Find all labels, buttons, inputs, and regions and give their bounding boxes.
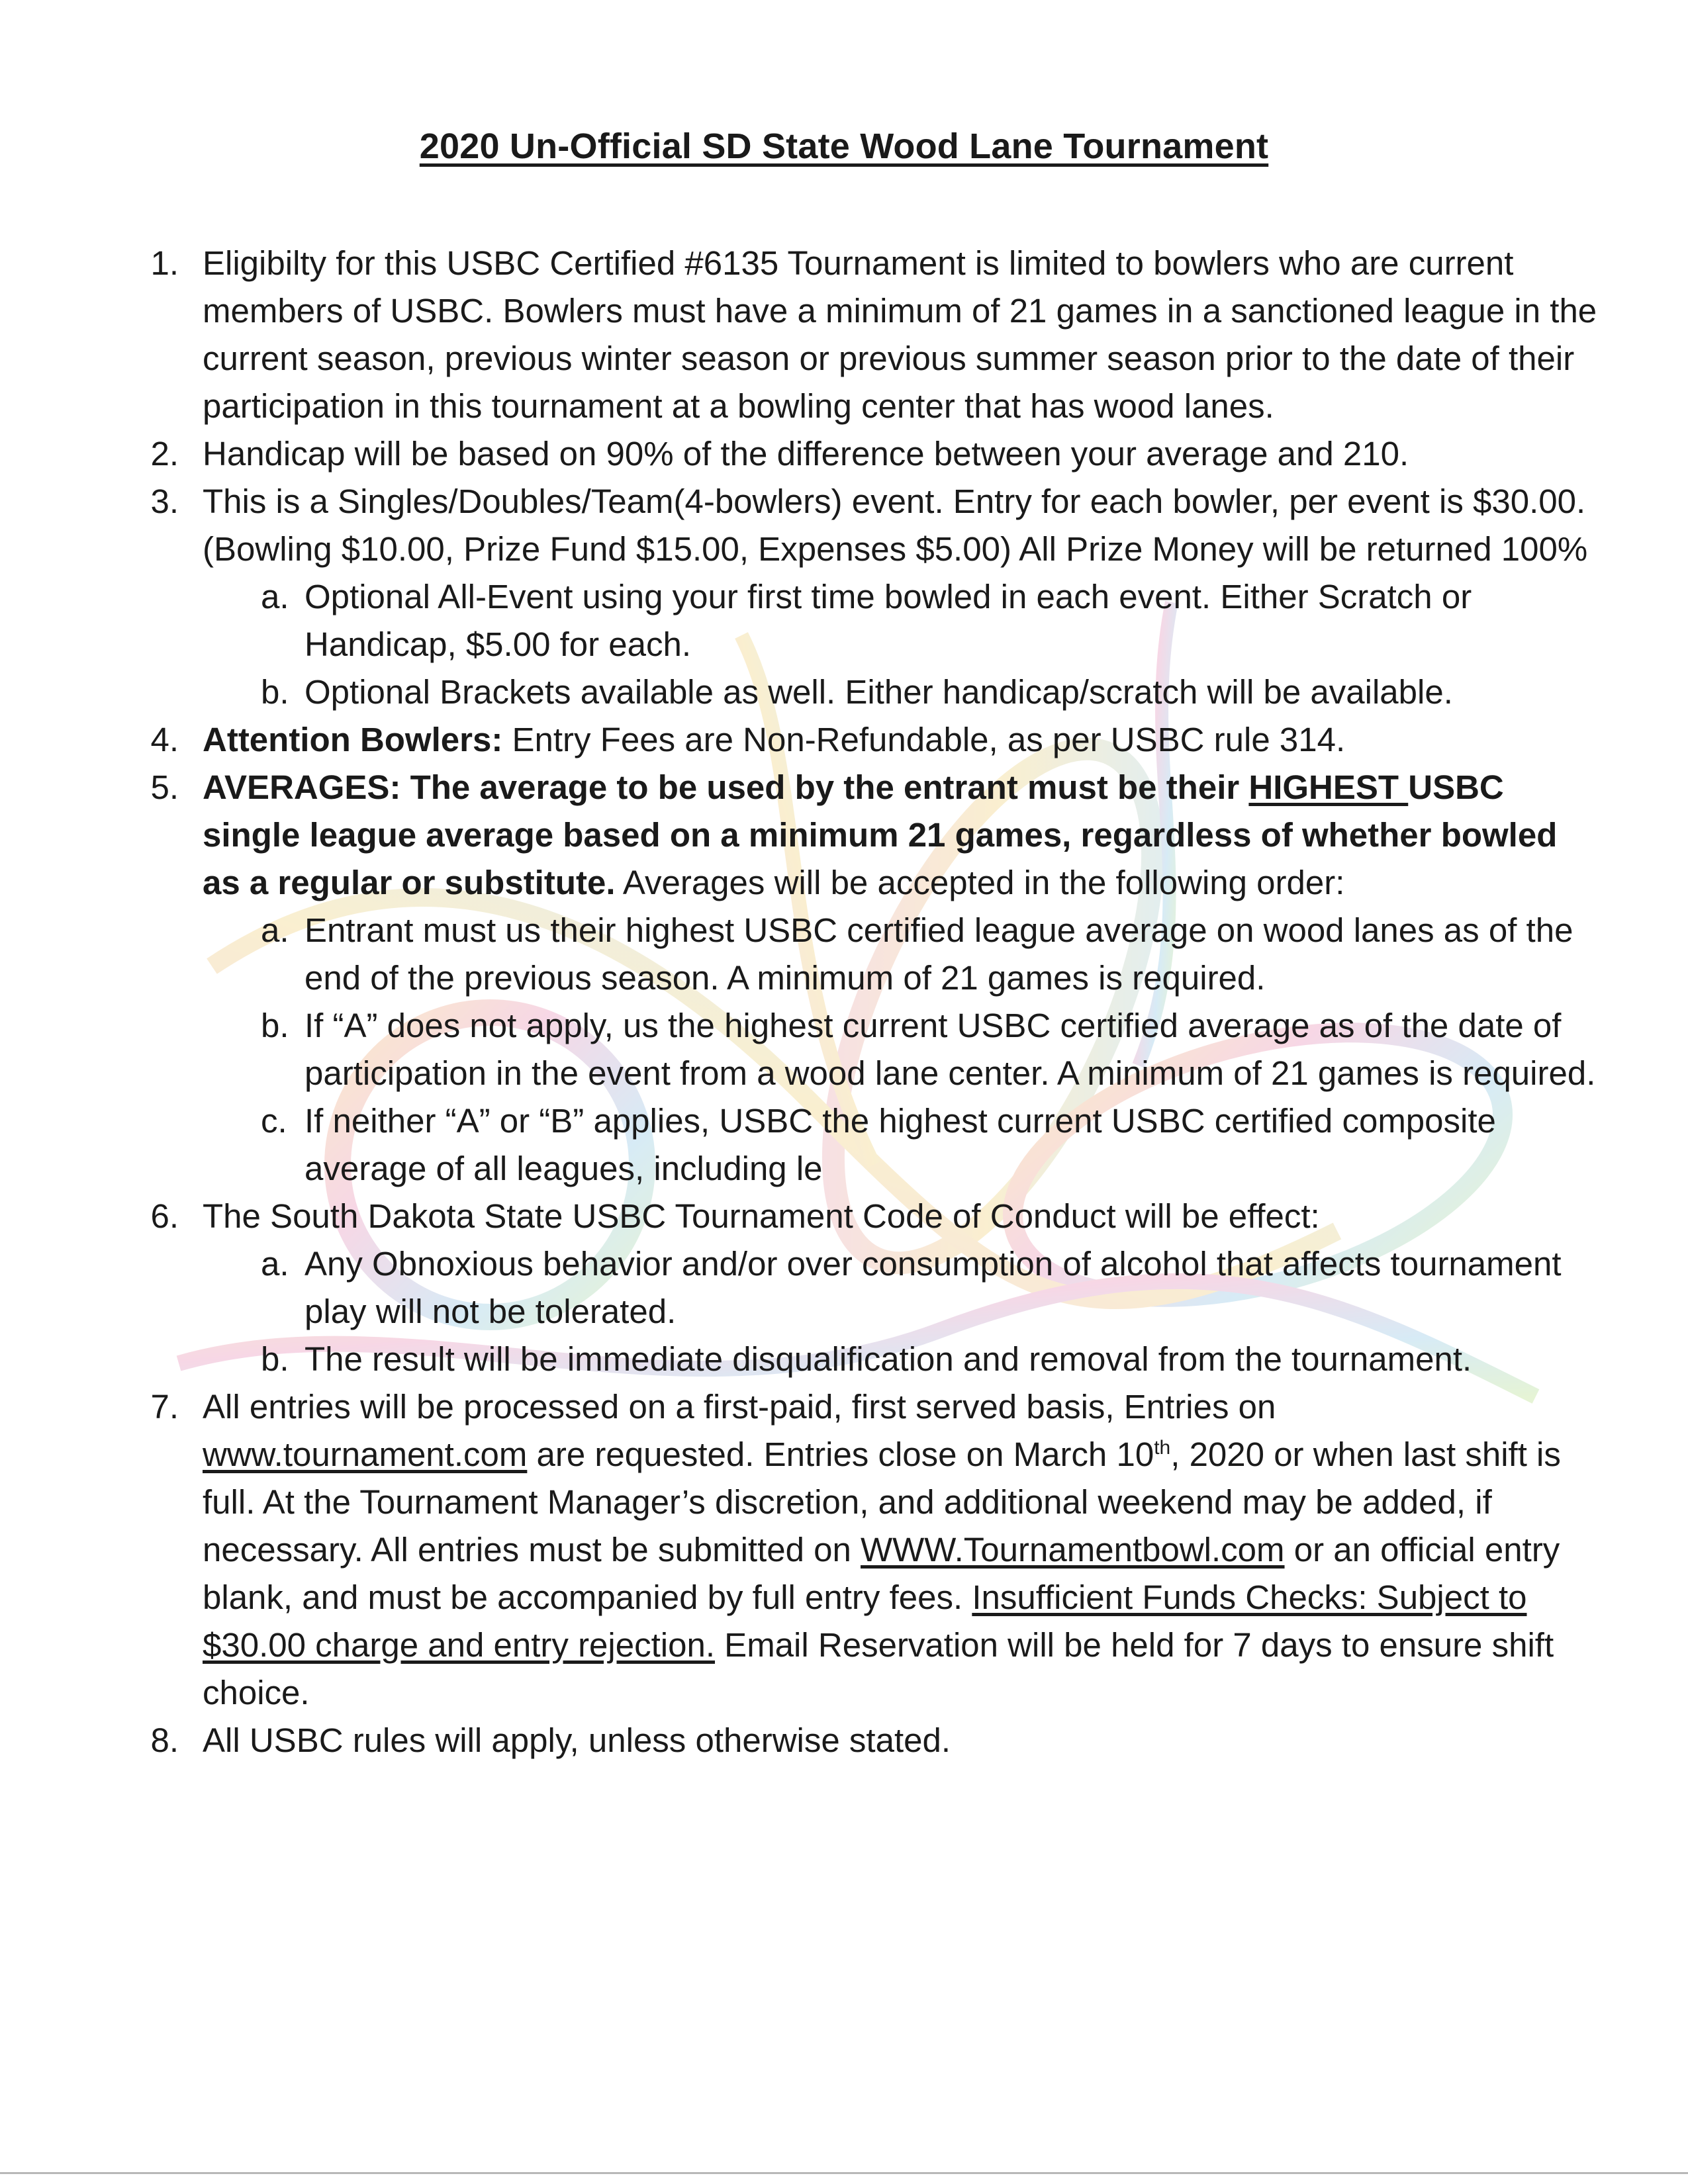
rule-item-3 [203, 478, 1602, 716]
rule-text: All entries will be processed on a first-paid, first served basis, Entries on [203, 1388, 1276, 1426]
rule-text: Entry Fees are Non-Refundable, as per USBC rule 314. [502, 721, 1346, 758]
rule-item-5 [203, 764, 1602, 1193]
rule-text: Averages will be accepted in the following order: [615, 864, 1345, 901]
rules-list [139, 240, 1602, 1764]
page-title: 2020 Un-Official SD State Wood Lane Tournament [419, 126, 1269, 166]
sub-item: The result will be immediate disqualification and removal from the tournament. [305, 1340, 1472, 1378]
scan-edge-line [0, 2172, 1688, 2174]
rule-text: Handicap will be based on 90% of the difference between your average and 210. [203, 435, 1409, 473]
rule-item-6 [203, 1193, 1602, 1383]
sub-item: Entrant must us their highest USBC certified league average on wood lanes as of the end of the previous season. A minimum of 21 games is required. [305, 911, 1573, 997]
sub-item: If “A” does not apply, us the highest current USBC certified average as of the date of participation in the event from a wood lane center. A minimum of 21 games is required. [305, 1007, 1596, 1092]
rule-text: are requested. Entries close on March 10 [527, 1435, 1154, 1473]
rule-text: Email Reservation will be held for 7 days to ensure shift choice. [203, 1626, 1554, 1711]
rule-text: This is a Singles/Doubles/Team(4-bowlers) event. Entry for each bowler, per event is $30.00. (Bowling $10.00, Prize Fund $15.00, Expenses $5.00) All Prize Money will be returned 100% [203, 482, 1588, 568]
sub-item: Optional Brackets available as well. Either handicap/scratch will be available. [305, 673, 1453, 711]
sub-item: If neither “A” or “B” applies, USBC the highest current USBC certified composite average of all leagues, including le [305, 1102, 1496, 1187]
sub-item: Optional All-Event using your first time bowled in each event. Either Scratch or Handicap, $5.00 for each. [305, 578, 1472, 663]
bold-text: USBC single league average based on a minimum 21 games, regardless of whether bowled as a regular or substitute. [203, 768, 1558, 901]
sub-item: Any Obnoxious behavior and/or over consumption of alcohol that affects tournament play will not be tolerated. [305, 1245, 1562, 1330]
rule-text: The South Dakota State USBC Tournament Code of Conduct will be effect: [203, 1197, 1320, 1235]
rule-item-2 [203, 430, 1602, 478]
tournament-link[interactable]: www.tournament.com [203, 1435, 528, 1473]
rule-item-8 [203, 1717, 1602, 1764]
rule-item-1 [203, 240, 1602, 430]
rule-item-7 [203, 1383, 1602, 1717]
rule-item-4 [203, 716, 1602, 764]
underlined-text: Insufficient Funds Checks: Subject to $30.00 charge and entry rejection. [203, 1578, 1527, 1664]
rule-text: or an official entry blank, and must be accompanied by full entry fees. [203, 1531, 1560, 1616]
bold-text: AVERAGES: The average to be used by the entrant must be their [203, 768, 1249, 806]
tournamentbowl-link[interactable]: WWW.Tournamentbowl.com [861, 1531, 1285, 1569]
bold-underlined-text: HIGHEST [1248, 768, 1409, 806]
superscript: th [1154, 1437, 1171, 1459]
rule-text: Eligibilty for this USBC Certified #6135 Tournament is limited to bowlers who are current members of USBC. Bowlers must have a minimum of 21 games in a sanctioned league in the current season, previous winter season or previous summer season prior to the date of their participation in this tournament at a bowling center that has wood lanes. [203, 244, 1597, 425]
rule-text: All USBC rules will apply, unless otherwise stated. [203, 1721, 951, 1759]
bold-lead: Attention Bowlers: [203, 721, 503, 758]
rule-text: , 2020 or when last shift is full. At the Tournament Manager’s discretion, and additional weekend may be added, if necessary. All entries must be submitted on [203, 1435, 1561, 1569]
